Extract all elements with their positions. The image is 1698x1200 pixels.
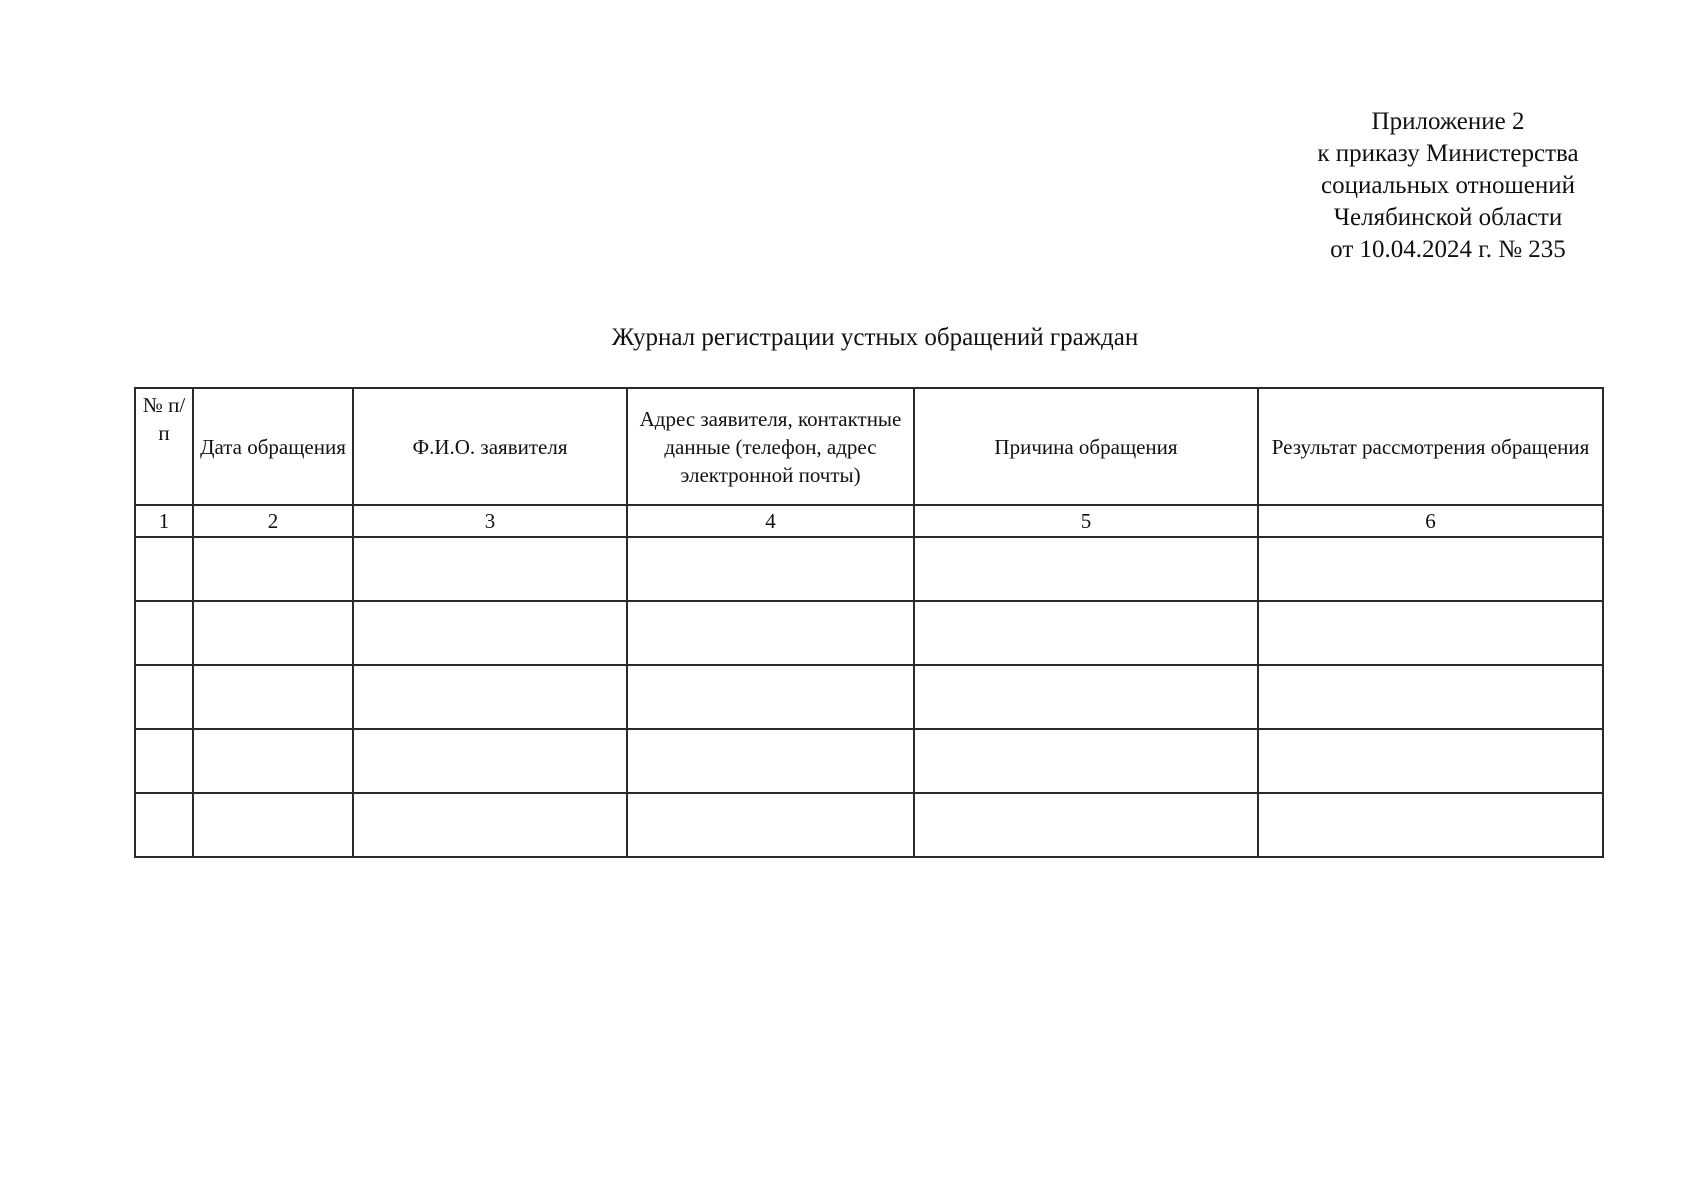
- column-number: 5: [914, 505, 1258, 537]
- appendix-line: социальных отношений: [1321, 172, 1575, 199]
- table-row: [135, 601, 1603, 665]
- table-row: [135, 665, 1603, 729]
- table-cell: [914, 665, 1258, 729]
- table-cell: [353, 729, 627, 793]
- table-cell: [627, 729, 914, 793]
- header-address-contacts: Адрес заявителя, контактные данные (телефон, адрес электронной почты): [627, 388, 914, 505]
- column-number: 1: [135, 505, 193, 537]
- appendix-line: от 10.04.2024 г. № 235: [1330, 236, 1566, 263]
- column-number: 3: [353, 505, 627, 537]
- table-cell: [1258, 729, 1603, 793]
- appendix-block: [1248, 106, 1648, 266]
- table-cell: [193, 729, 353, 793]
- column-number: 6: [1258, 505, 1603, 537]
- table-cell: [353, 665, 627, 729]
- table-cell: [914, 601, 1258, 665]
- table-cell: [914, 729, 1258, 793]
- table-row: [135, 537, 1603, 601]
- table-cell: [193, 665, 353, 729]
- table-cell: [135, 537, 193, 601]
- registration-journal-table: [134, 387, 1604, 858]
- table-cell: [627, 793, 914, 857]
- table-cell: [914, 537, 1258, 601]
- appendix-line: Приложение 2: [1371, 108, 1525, 135]
- table-cell: [193, 793, 353, 857]
- table-cell: [135, 729, 193, 793]
- table-cell: [627, 665, 914, 729]
- table-cell: [1258, 793, 1603, 857]
- table-cell: [135, 665, 193, 729]
- header-result: Результат рассмотрения обращения: [1258, 388, 1603, 505]
- table-cell: [353, 793, 627, 857]
- table-cell: [353, 601, 627, 665]
- table-cell: [135, 793, 193, 857]
- table-row: [135, 729, 1603, 793]
- table-cell: [914, 793, 1258, 857]
- table-body: [135, 537, 1603, 857]
- header-row-number: № п/п: [135, 388, 193, 505]
- column-number-row: [135, 505, 1603, 537]
- header-date: Дата обращения: [193, 388, 353, 505]
- column-number: 2: [193, 505, 353, 537]
- table-cell: [1258, 537, 1603, 601]
- column-number: 4: [627, 505, 914, 537]
- table-cell: [193, 601, 353, 665]
- table-cell: [627, 537, 914, 601]
- header-reason: Причина обращения: [914, 388, 1258, 505]
- document-title: Журнал регистрации устных обращений граждан: [611, 324, 1139, 351]
- table-row: [135, 793, 1603, 857]
- table-cell: [627, 601, 914, 665]
- table-cell: [1258, 601, 1603, 665]
- table-cell: [1258, 665, 1603, 729]
- appendix-line: к приказу Министерства: [1317, 140, 1579, 167]
- table-cell: [135, 601, 193, 665]
- table-cell: [353, 537, 627, 601]
- appendix-line: Челябинской области: [1333, 204, 1563, 231]
- header-full-name: Ф.И.О. заявителя: [353, 388, 627, 505]
- table-header-row: [135, 388, 1603, 505]
- table-cell: [193, 537, 353, 601]
